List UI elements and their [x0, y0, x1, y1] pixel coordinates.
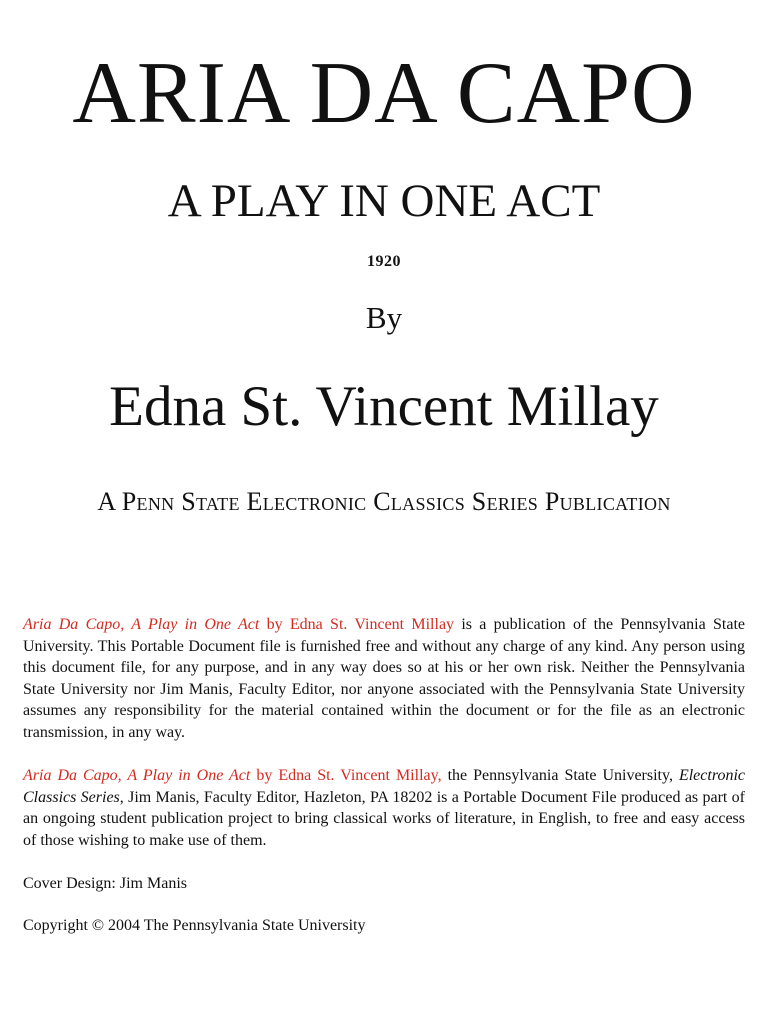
by-line: By [365, 300, 403, 335]
publication-text-start: the Pennsylvania State University, [441, 767, 679, 784]
cover-design-credit: Cover Design: Jim Manis [23, 875, 187, 892]
play-title: ARIA DA CAPO [72, 45, 696, 142]
author-credit-link[interactable]: by Edna St. Vincent Millay, [250, 767, 442, 784]
author-name: Edna St. Vincent Millay [109, 375, 659, 438]
publication-text-end: , Jim Manis, Faculty Editor, Hazleton, PA 18202 is a Portable Document File produced as part of an ongoing student publication project to bring classical works of literature, in English, to free and easy access of those wishing to make use of them. [23, 788, 745, 849]
copyright-notice: Copyright © 2004 The Pennsylvania State University [23, 917, 366, 934]
series-name: Electronic Classics Series [23, 767, 745, 806]
publication-year: 1920 [367, 253, 401, 270]
disclaimer-text: is a publication of the Pennsylvania State University. This Portable Document file is furnished free and without any charge of any kind. Any person using this document file, for any purpose, and in any way does so at his or her own risk. Neither the Pennsylvania State University nor Jim Manis, Faculty Editor, nor anyone associated with the Pennsylvania State University assumes any responsibility for the material contained within the document or for the file as an electronic transmission, in any way. [23, 616, 745, 741]
publication-info-paragraph [23, 765, 745, 851]
work-title-link[interactable]: Aria Da Capo, A Play in One Act [23, 767, 251, 784]
disclaimer-paragraph [23, 614, 745, 744]
author-credit-link[interactable]: by Edna St. Vincent Millay [259, 616, 455, 633]
work-title-link[interactable]: Aria Da Capo, A Play in One Act [23, 616, 260, 633]
series-publication-line: A Penn State Electronic Classics Series Publication [97, 487, 671, 516]
play-subtitle: A PLAY IN ONE ACT [167, 175, 601, 227]
